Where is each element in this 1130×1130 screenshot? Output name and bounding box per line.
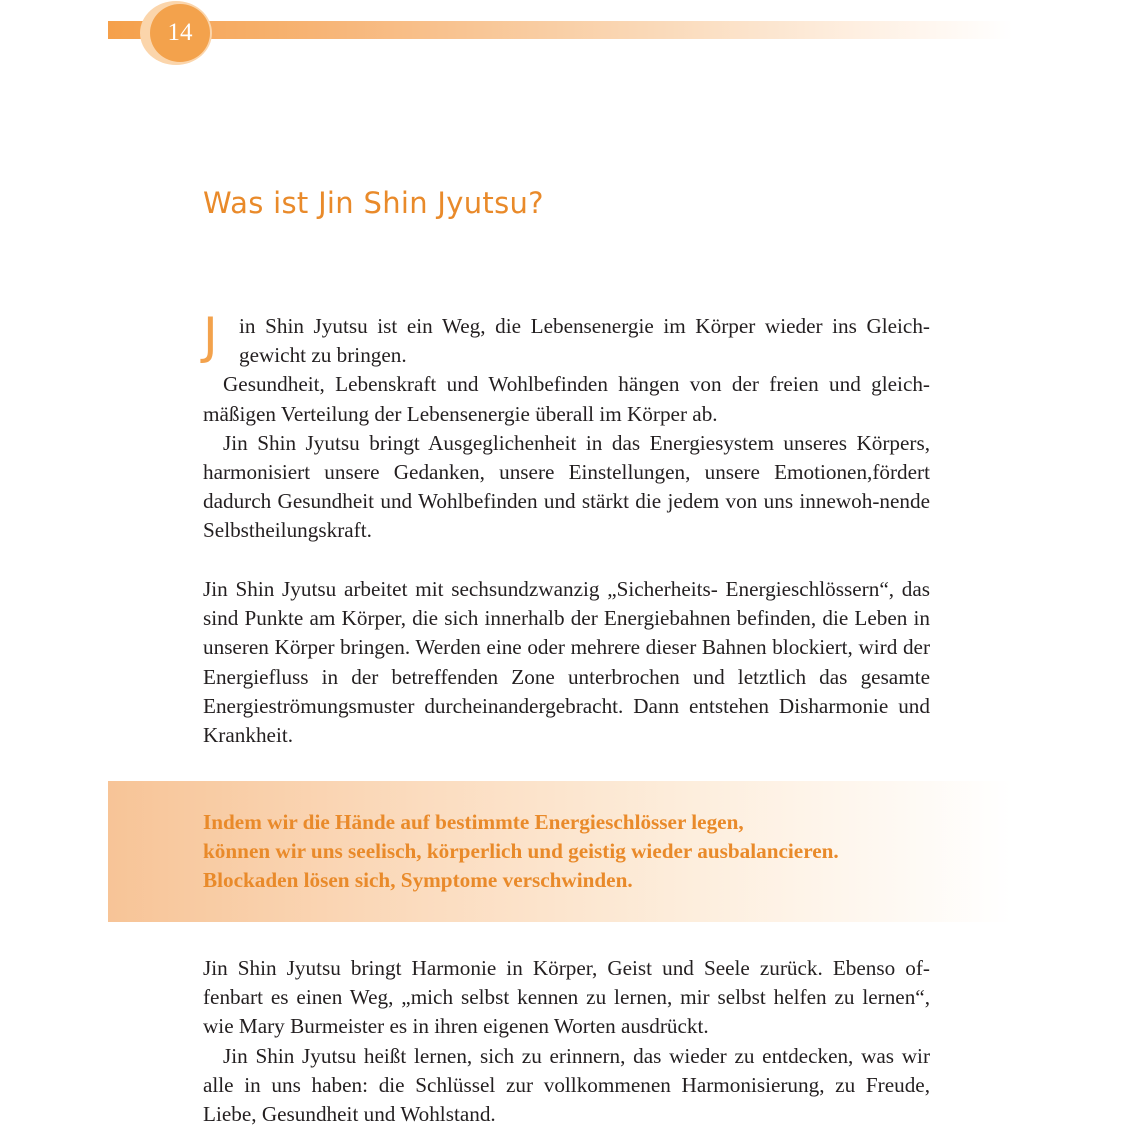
highlight-quote: [203, 808, 963, 896]
drop-cap: J: [203, 307, 218, 365]
intro-paragraph-3: Jin Shin Jyutsu bringt Ausgeglichenheit in das Energiesystem unseres Körpers, harmonisiert unsere Gedanken, unsere Einstellungen, unsere Emotionen,fördert dadurch Gesundheit und Wohlbefinden und stärkt die jedem von uns innewoh-nende Selbstheilungskraft.: [203, 430, 930, 543]
harmony-paragraph-2: Jin Shin Jyutsu heißt lernen, sich zu erinnern, das wieder zu entdecken, was wir alle in uns haben: die Schlüssel zur vollkommenen Harmonisierung, zu Freude, Liebe, Gesundheit und Wohlstand.: [203, 1043, 930, 1127]
header-gradient-bar: [108, 21, 1013, 39]
highlight-line-1: Indem wir die Hände auf bestimmte Energieschlösser legen,: [203, 810, 744, 834]
harmony-section: [203, 954, 930, 1129]
intro-section: [203, 307, 930, 546]
energy-locks-section: [203, 575, 930, 750]
highlight-line-2: können wir uns seelisch, körperlich und geistig wieder ausbalancieren.: [203, 839, 839, 864]
intro-paragraph-1: in Shin Jyutsu ist ein Weg, die Lebensenergie im Körper wieder ins Gleich-gewicht zu bringen.: [239, 314, 930, 368]
energy-locks-paragraph: Jin Shin Jyutsu arbeitet mit sechsundzwanzig „Sicherheits- Energieschlössern“, das sind Punkte am Körper, die sich innerhalb der Energiebahnen befinden, die Leben in unseren Körper bringen. Werden eine oder mehrere dieser Bahnen blockiert, wird der Energiefluss in der betreffenden Zone unterbrochen und letztlich das gesamte Energieströmungsmuster durcheinandergebracht. Dann entstehen Disharmonie und Krankheit.: [203, 577, 930, 748]
highlight-line-3: Blockaden lösen sich, Symptome verschwinden.: [203, 868, 633, 893]
intro-paragraph-2: Gesundheit, Lebenskraft und Wohlbefinden hängen von der freien und gleich-mäßigen Verteilung der Lebensenergie überall im Körper ab.: [203, 372, 930, 426]
page-number: 14: [150, 4, 210, 62]
page-title: Was ist Jin Shin Jyutsu?: [203, 186, 544, 220]
harmony-paragraph-1: Jin Shin Jyutsu bringt Harmonie in Körper, Geist und Seele zurück. Ebenso of-fenbart es einen Weg, „mich selbst kennen zu lernen, mir selbst helfen zu lernen“, wie Mary Burmeister es in ihren eigenen Worten ausdrückt.: [203, 956, 930, 1039]
